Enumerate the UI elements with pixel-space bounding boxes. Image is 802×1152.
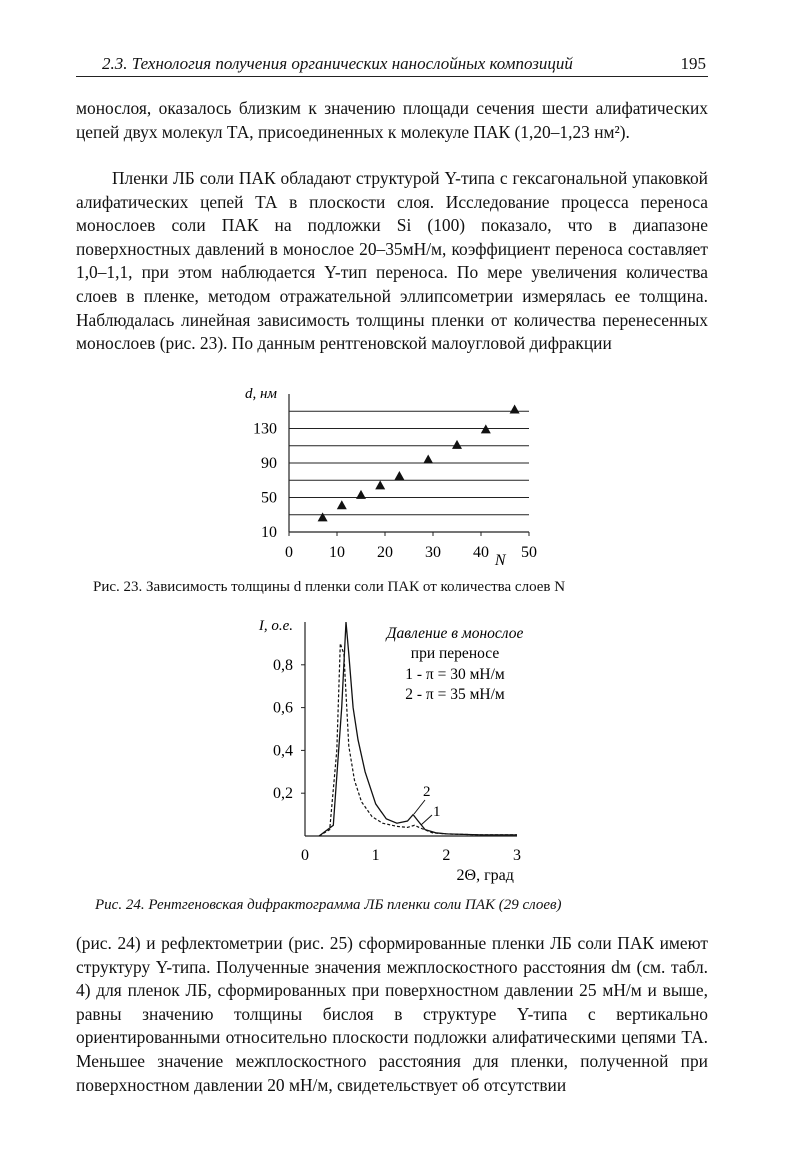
data-point (452, 440, 462, 449)
y-axis-label: d, нм (244, 386, 277, 402)
y-tick-label: 0,2 (273, 785, 293, 803)
annotation-leader (421, 815, 432, 825)
x-axis-label: 2Θ, град (456, 867, 514, 884)
y-tick-label: 0,6 (273, 699, 293, 717)
x-tick-label: 50 (521, 544, 537, 561)
x-tick-label: 40 (473, 544, 489, 561)
figure-23-caption: Рис. 23. Зависимость толщины d пленки соли ПАК от количества слоев N (93, 579, 566, 595)
legend-title-line-1: Давление в монослое (386, 625, 524, 642)
y-tick-label: 50 (261, 489, 277, 507)
y-tick-label: 90 (261, 455, 277, 472)
annotation-label: 2 (423, 784, 431, 800)
header-title: 2.3. Технология получения органических нанослойных композиций (102, 54, 573, 73)
figure-23-chart (0, 382, 802, 582)
x-tick-label: 10 (329, 544, 345, 561)
x-tick-label: 0 (285, 544, 293, 561)
figure-24-caption: Рис. 24. Рентгеновская дифрактограмма ЛБ пленки соли ПАК (29 слоев) (95, 897, 562, 913)
x-axis-label: N (494, 552, 506, 569)
page-number: 195 (680, 54, 706, 73)
data-point (337, 500, 347, 509)
data-point (423, 455, 433, 464)
x-tick-label: 0 (301, 847, 309, 864)
legend-entry-2: 2 - π = 35 мН/м (405, 686, 505, 703)
data-point (318, 512, 328, 521)
data-point (356, 490, 366, 499)
paragraph-2: Пленки ЛБ соли ПАК обладают структурой Y-типа с гексагональной упаковкой алифатических цепей ТА в плоскости слоя. Исследование процесса переноса монослоев соли ПАК на подложки Si (100) показало, что в диапазоне поверхностных давлений в монослое 20–35мН/м, коэффициент переноса составляет 1,0–1,1, при этом наблюдается Y-тип переноса. По мере увеличения количества слоев в пленке, методом отражательной эллипсометрии измерялась ее толщина. Наблюдалась линейная зависимость толщины пленки от количества перенесенных монослоев (рис. 23). По данным рентгеновской малоугловой дифракции (76, 168, 708, 354)
x-tick-label: 30 (425, 544, 441, 561)
annotation-label: 1 (433, 804, 441, 820)
paragraph-1: монослоя, оказалось близким к значению площади сечения шести алифатических цепей двух молекул ТА, присоединенных к молекуле ПАК (1,20–1,23 нм²). (76, 98, 708, 142)
y-axis-label: I, о.е. (258, 618, 293, 634)
running-header (76, 54, 708, 77)
x-tick-label: 20 (377, 544, 393, 561)
figure-24-chart (0, 612, 802, 892)
y-tick-label: 130 (253, 420, 277, 438)
legend-entry-1: 1 - π = 30 мН/м (405, 666, 505, 683)
y-tick-label: 10 (261, 524, 277, 541)
y-tick-label: 0,8 (273, 656, 293, 674)
paragraph-3: (рис. 24) и рефлектометрии (рис. 25) сформированные пленки ЛБ соли ПАК имеют структуру Y-типа. Полученные значения межплоскостного расстояния dм (см. табл. 4) для пленок ЛБ, сформированных при поверхностном давлении 25 мН/м и выше, равны значению толщины бислоя в структуре Y-типа с вертикально ориентированными относительно плоскости подложки алифатическими цепями ТА. Меньшее значение межплоскостного расстояния для пленки, полученной при поверхностном давлении 20 мН/м, свидетельствует об отсутствии (76, 933, 708, 1095)
data-point (375, 480, 385, 489)
x-tick-label: 2 (442, 847, 451, 864)
legend-title-line-2: при переносе (410, 645, 500, 662)
data-point (510, 405, 520, 414)
annotation-leader (414, 800, 425, 814)
x-tick-label: 3 (513, 847, 521, 864)
y-tick-label: 0,4 (273, 742, 293, 760)
data-point (394, 471, 404, 480)
x-tick-label: 1 (371, 847, 380, 864)
